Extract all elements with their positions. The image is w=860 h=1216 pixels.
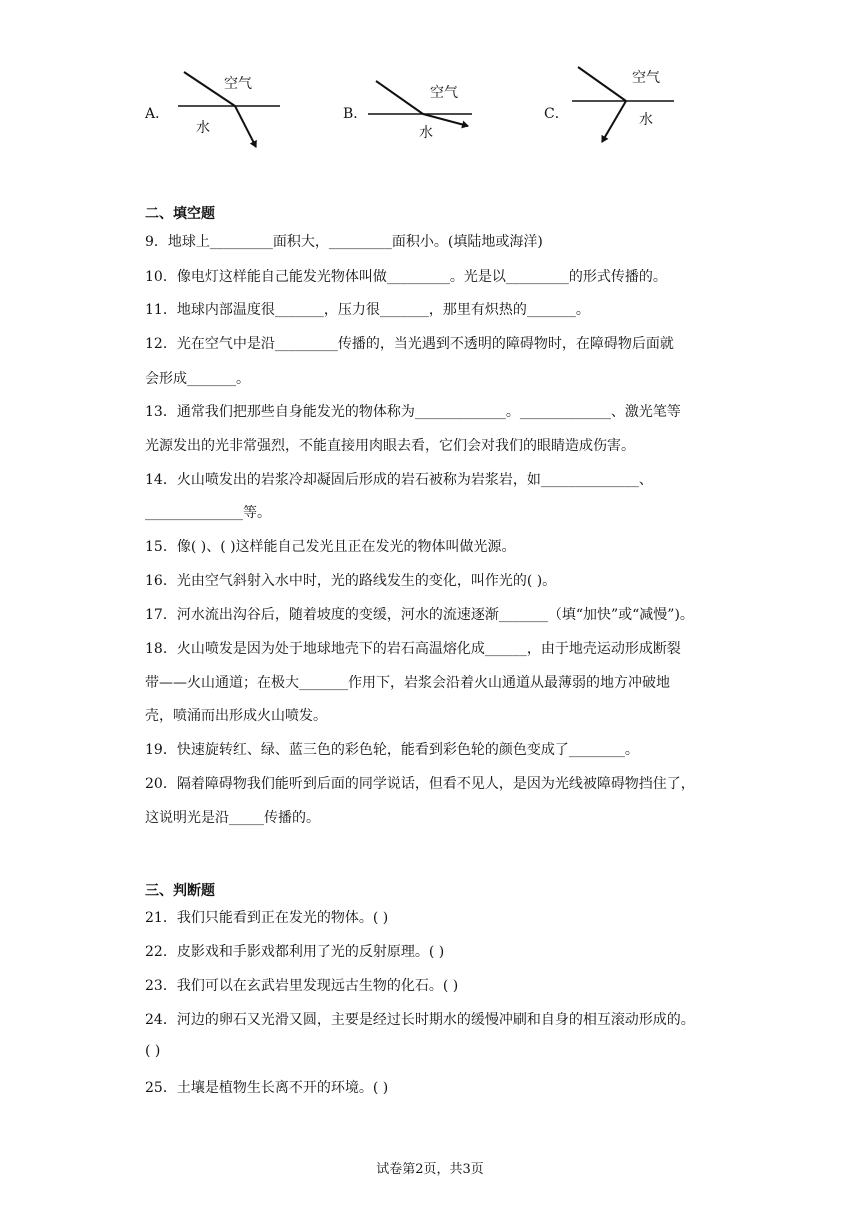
option-c-label: C． <box>544 106 569 122</box>
question-line: 12．光在空气中是沿_________传播的，当光遇到不透明的障碍物时，在障碍物后面就 <box>145 336 674 352</box>
question-line: 20．隔着障碍物我们能听到后面的同学说话，但看不见人，是因为光线被障碍物挡住了， <box>145 776 695 792</box>
air-label: 空气 <box>224 76 252 92</box>
water-label: 水 <box>196 120 210 136</box>
question-line: 18．火山喷发是因为处于地球地壳下的岩石高温熔化成______，由于地壳运动形成断裂 <box>145 641 681 657</box>
question-line: 会形成_______。 <box>145 371 250 387</box>
question-line: 9．地球上_________面积大，_________面积小。(填陆地或海洋) <box>145 234 543 250</box>
option-c-diagram <box>540 55 740 165</box>
question-line: 14．火山喷发出的岩浆冷却凝固后形成的岩石被称为岩浆岩，如______________、 <box>145 472 653 488</box>
question-line: 25．土壤是植物生长离不开的环境。( ) <box>145 1080 389 1096</box>
question-line: 17．河水流出沟谷后，随着坡度的变缓，河水的流速逐渐_______（填“加快”或“减慢”)。 <box>145 607 694 623</box>
question-line: 24．河边的卵石又光滑又圆，主要是经过长时期水的缓慢冲刷和自身的相互滚动形成的。 <box>145 1012 695 1028</box>
question-line: 22．皮影戏和手影戏都利用了光的反射原理。( ) <box>145 944 445 960</box>
question-line: 13．通常我们把那些自身能发光的物体称为_____________。_____________、激光笔等 <box>145 404 681 420</box>
question-line: 带——火山通道；在极大_______作用下，岩浆会沿着火山通道从最薄弱的地方冲破地 <box>145 675 670 691</box>
section-title-fill-in: 二、填空题 <box>145 206 215 222</box>
question-line: 壳，喷涌而出形成火山喷发。 <box>145 708 327 724</box>
water-label: 水 <box>419 125 433 141</box>
air-label: 空气 <box>430 85 458 101</box>
question-line: 21．我们只能看到正在发光的物体。( ) <box>145 910 389 926</box>
question-line: 光源发出的光非常强烈，不能直接用肉眼去看，它们会对我们的眼睛造成伤害。 <box>145 438 635 454</box>
refraction-diagram-options <box>0 55 860 165</box>
water-label: 水 <box>639 112 653 128</box>
question-line: 这说明光是沿_____传播的。 <box>145 810 320 826</box>
option-a-label: A． <box>145 106 170 122</box>
page-footer: 试卷第2页，共3页 <box>376 1162 484 1177</box>
option-b-label: B． <box>343 106 368 122</box>
option-b <box>340 55 540 165</box>
question-line: 23．我们可以在玄武岩里发现远古生物的化石。( ) <box>145 978 459 994</box>
question-line: 19．快速旋转红、绿、蓝三色的彩色轮，能看到彩色轮的颜色变成了________。 <box>145 742 639 758</box>
refracted-ray <box>602 101 626 142</box>
option-a-diagram <box>140 55 340 165</box>
question-line: 16．光由空气斜射入水中时，光的路线发生的变化，叫作光的( )。 <box>145 573 557 589</box>
question-line: ______________等。 <box>145 505 271 521</box>
question-line: 11．地球内部温度很_______，压力很_______，那里有炽热的_______。 <box>145 302 590 318</box>
option-c <box>540 55 740 165</box>
question-line: ( ) <box>145 1043 161 1059</box>
option-a <box>140 55 340 165</box>
section-title-true-false: 三、判断题 <box>145 883 215 899</box>
option-b-diagram <box>340 55 540 165</box>
incident-ray <box>376 81 423 114</box>
air-label: 空气 <box>632 70 660 86</box>
question-line: 15．像( )、( )这样能自己发光且正在发光的物体叫做光源。 <box>145 539 516 555</box>
question-line: 10．像电灯这样能自己能发光物体叫做_________。光是以_________的形式传播的。 <box>145 269 667 285</box>
refracted-ray <box>235 106 256 147</box>
incident-ray <box>578 67 626 101</box>
